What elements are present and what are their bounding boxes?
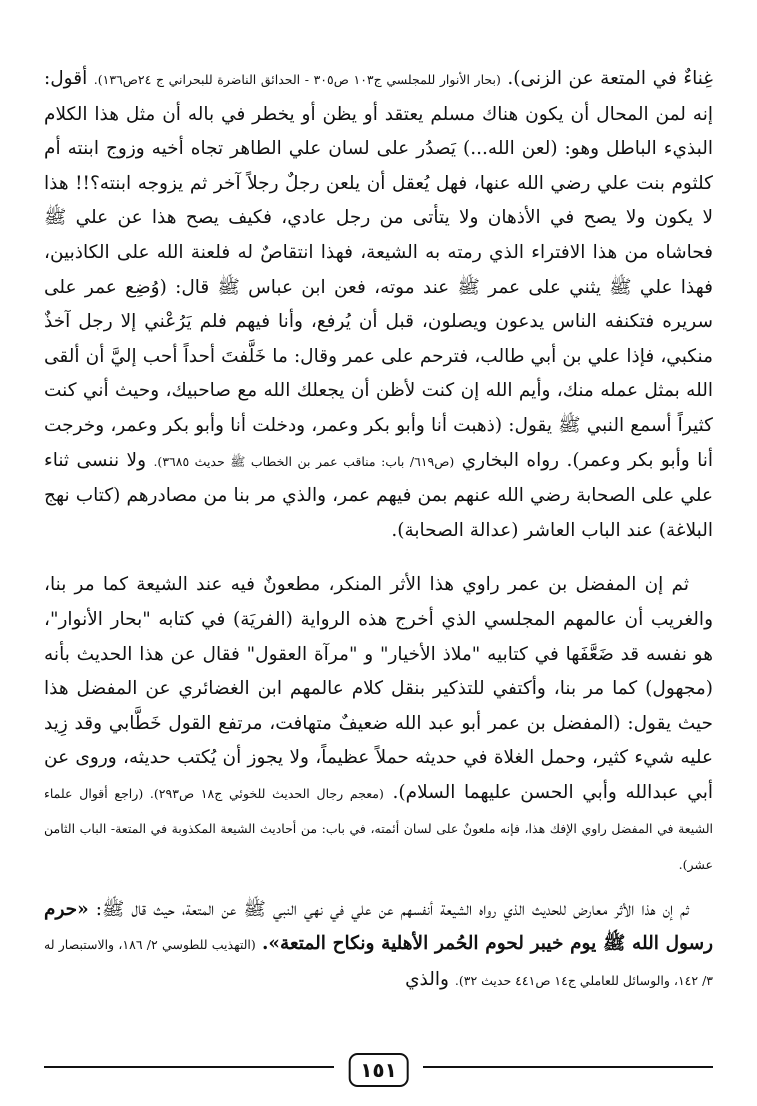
hadith-quote: «حرم رسول الله ﷺ يوم خيبر لحوم الحُمر الأهلية ونكاح المتعة». — [44, 898, 713, 955]
text-segment: ثم إن هذا الأثر معارض للحديث الذي رواه الشيعة أنفسهم عن علي في نهي النبي ﷺ عن المتعة، حيث قال ﷺ: — [95, 898, 689, 920]
reference-note: (التهذيب للطوسي ٢/ ١٨٦، والاستبصار له ٣/ ١٤٢، والوسائل للعاملي ج١٤ ص٤٤١ حديث ٣٢). — [44, 937, 713, 988]
text-segment: ولا ننسى ثناء علي على الصحابة رضي الله عنهم بمن فيهم عمر، والذي مر بنا من مصادرهم (كتاب نهج البلاغة) عند الباب العاشر (عدالة الصحابة). — [44, 449, 713, 541]
page-number: ١٥١ — [348, 1053, 409, 1087]
reference-note: (بحار الأنوار للمجلسي ج١٠٣ ص٣٠٥ - الحدائق الناضرة للبحراني ج ٢٤ص١٣٦). — [93, 72, 501, 87]
text-segment: والذي — [405, 968, 449, 990]
paragraph-2 — [44, 568, 713, 882]
reference-note: (معجم رجال الحديث للخوئي ج١٨ ص٢٩٣). (راجع أقوال علماء الشيعة في المفضل راوي الإفك هذا، فإنه ملعونٌ على لسان أئمته، في باب: من أحاديث الشيعة المكذوبة في المتعة- الباب الثامن عشر). — [44, 785, 713, 873]
paragraph-3 — [44, 893, 713, 999]
text-segment: أقول: إنه لمن المحال أن يكون هناك مسلم يعتقد أو يظن أو يخطر في باله أن مثل هذا الكلام البذيء الباطل وهو: (لعن الله...) يَصدُر على لسان علي الطاهر تجاه أخيه وزوج ابنته أم كلثوم بنت علي رضي الله عنها، فهل يُعقل أن يلعن رجلٌ رجلاً آخر ثم يزوجه ابنته؟!! هذا لا يكون ولا يصح في الأذهان ولا يتأتى من رجل عادي، فكيف يصح هذا عن علي ﷺ فحاشاه من هذا الافتراء الذي رمته به الشيعة، فهذا انتقاصٌ له فلعنة الله على الكاذبين، فهذا علي ﷺ يثني على عمر ﷺ عند موته، فعن ابن عباس ﷺ قال: (وُضِع عمر على سريره فتكنفه الناس يدعون ويصلون، قبل أن يُرفع، وأنا فيهم فلم يَرُعْني إلا رجل آخذٌ منكبي، فإذا علي بن أبي طالب، فترحم على عمر وقال: ما خَلَّفتَ أحداً أحب إليَّ أن ألقى الله بمثل عمله منك، وأيم الله إن كنت لأظن أن يجعلك الله مع صاحبيك، وحيث أني كنت كثيراً أسمع النبي ﷺ يقول: (ذهبت أنا وأبو بكر وعمر، ودخلت أنا وأبو بكر وعمر، وخرجت أنا وأبو بكر وعمر). رواه البخاري — [44, 68, 713, 471]
text-segment: ثم إن المفضل بن عمر راوي هذا الأثر المنكر، مطعونٌ فيه عند الشيعة كما مر بنا، والغريب أن عالمهم المجلسي الذي أخرج هذه الرواية (الفريَة) في كتابه "بحار الأنوار"، هو نفسه قد ضَعَّفَها في كتابيه "ملاذ الأخيار" و "مرآة العقول" فقال عن هذا الحديث بأنه (مجهول) كما مر بنا، وأكتفي للتذكير بنقل كلام عالمهم ابن الغضائري عن المفضل هذا حيث يقول: (المفضل بن عمر أبو عبد الله ضعيفٌ متهافت، مرتفع القول خَطَّابي وقد زِيد عليه شيء كثير، وحمل الغلاة في حديثه حملاً عظيماً، ولا يجوز أن يُكتب حديثه، وروى عن أبي عبدالله وأبي الحسن عليهما السلام). — [44, 574, 713, 803]
text-segment: غِناءٌ في المتعة عن الزنى). — [507, 68, 713, 89]
page-number-rule-right — [423, 1066, 713, 1068]
reference-note: (ص٦١٩/ باب: مناقب عمر بن الخطاب ﷺ حديث ٣٦٨٥). — [153, 453, 455, 469]
paragraph-1 — [44, 62, 713, 548]
page-number-rule-left — [44, 1066, 334, 1068]
